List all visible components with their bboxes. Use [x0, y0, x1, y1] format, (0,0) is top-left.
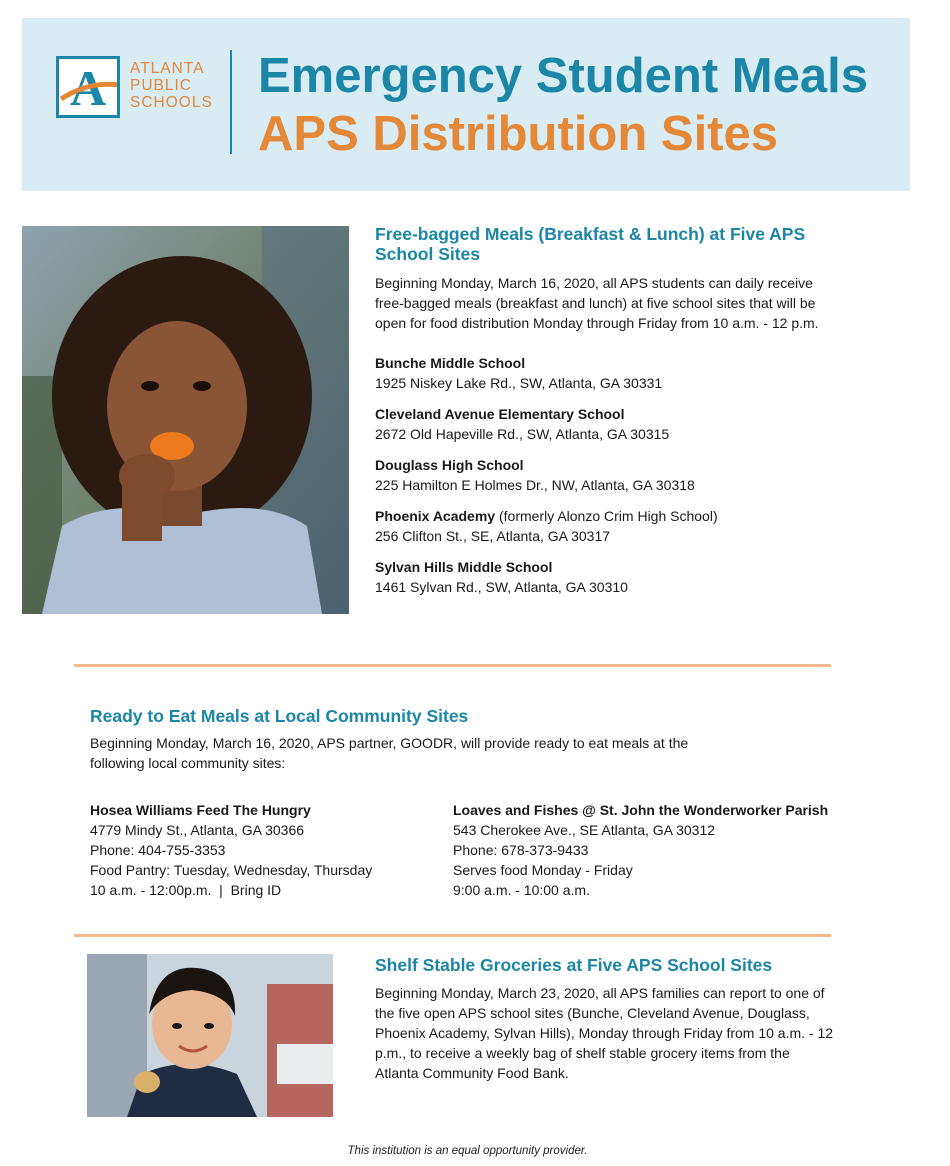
section2-intro: Beginning Monday, March 16, 2020, APS partner, GOODR, will provide ready to eat meals at the following local community sites: — [90, 735, 689, 771]
site-note: (formerly Alonzo Crim High School) — [495, 508, 718, 524]
section1-intro: Beginning Monday, March 16, 2020, all APS students can daily receive free-bagged meals (breakfast and lunch) at five school sites that will be open for food distribution Monday through Friday from 10 a.m. - 12 p.m. — [375, 275, 819, 331]
section-free-bagged-meals — [375, 224, 855, 608]
site-name: Phoenix Academy — [375, 508, 496, 524]
section-shelf-stable-groceries — [375, 955, 845, 1083]
site-douglass — [375, 455, 855, 495]
section2-heading: Ready to Eat Meals at Local Community Sites — [90, 706, 469, 726]
divider-rule-1 — [74, 664, 831, 667]
section3-body: Beginning Monday, March 23, 2020, all APS families can report to one of the five open APS school sites (Bunche, Cleveland Avenue, Douglass, Phoenix Academy, Sylvan Hills), Monday through Friday from 10 a.m. - 12 p.m., to receive a weekly bag of shelf stable grocery items from the Atlanta Community Food Bank. — [375, 985, 834, 1081]
logo-word-1: ATLANTA — [130, 60, 205, 77]
section1-heading: Free-bagged Meals (Breakfast & Lunch) at Five APS School Sites — [375, 224, 806, 264]
logo-wordmark — [130, 60, 230, 111]
header-divider — [230, 50, 232, 154]
site-line: Food Pantry: Tuesday, Wednesday, Thursday — [90, 862, 373, 878]
section-ready-to-eat — [90, 706, 890, 898]
site-line: 4779 Mindy St., Atlanta, GA 30366 — [90, 822, 305, 838]
divider-rule-2 — [74, 934, 831, 937]
site-name: Bunche Middle School — [375, 355, 526, 371]
site-name: Loaves and Fishes @ St. John the Wonderworker Parish — [453, 802, 829, 818]
site-phoenix-academy — [375, 506, 855, 546]
site-line: 9:00 a.m. - 10:00 a.m. — [453, 882, 590, 898]
site-bunche — [375, 353, 855, 393]
site-name: Douglass High School — [375, 457, 524, 473]
logo-letter: A — [69, 60, 107, 115]
section3-heading: Shelf Stable Groceries at Five APS School Sites — [375, 955, 773, 975]
site-address: 256 Clifton St., SE, Atlanta, GA 30317 — [375, 528, 611, 544]
photo-girl-eating — [22, 226, 349, 614]
site-address: 2672 Old Hapeville Rd., SW, Atlanta, GA 30315 — [375, 426, 670, 442]
community-site-hosea-williams — [90, 800, 430, 900]
site-name: Sylvan Hills Middle School — [375, 559, 553, 575]
site-name: Hosea Williams Feed The Hungry — [90, 802, 311, 818]
site-address: 225 Hamilton E Holmes Dr., NW, Atlanta, GA 30318 — [375, 477, 695, 493]
header-banner — [22, 18, 910, 191]
community-site-loaves-and-fishes — [453, 800, 893, 900]
site-name: Cleveland Avenue Elementary School — [375, 406, 625, 422]
page-title-line2: APS Distribution Sites — [258, 107, 779, 161]
site-line: Phone: 404-755-3353 — [90, 842, 226, 858]
site-cleveland-avenue — [375, 404, 855, 444]
site-line: 543 Cherokee Ave., SE Atlanta, GA 30312 — [453, 822, 716, 838]
footer-disclaimer: This institution is an equal opportunity provider. — [347, 1145, 588, 1157]
aps-logo — [56, 56, 226, 120]
site-address: 1925 Niskey Lake Rd., SW, Atlanta, GA 30331 — [375, 375, 663, 391]
site-sylvan-hills — [375, 557, 855, 597]
page-title-line1: Emergency Student Meals — [258, 49, 868, 103]
site-line: Serves food Monday - Friday — [453, 862, 633, 878]
logo-word-2: PUBLIC — [130, 77, 192, 94]
photo-boy-eating — [87, 954, 333, 1117]
site-line: Phone: 678-373-9433 — [453, 842, 589, 858]
school-site-list — [375, 353, 855, 597]
site-line: 10 a.m. - 12:00p.m. | Bring ID — [90, 882, 282, 898]
logo-a-icon — [56, 56, 120, 118]
site-address: 1461 Sylvan Rd., SW, Atlanta, GA 30310 — [375, 579, 628, 595]
logo-word-3: SCHOOLS — [130, 94, 213, 111]
